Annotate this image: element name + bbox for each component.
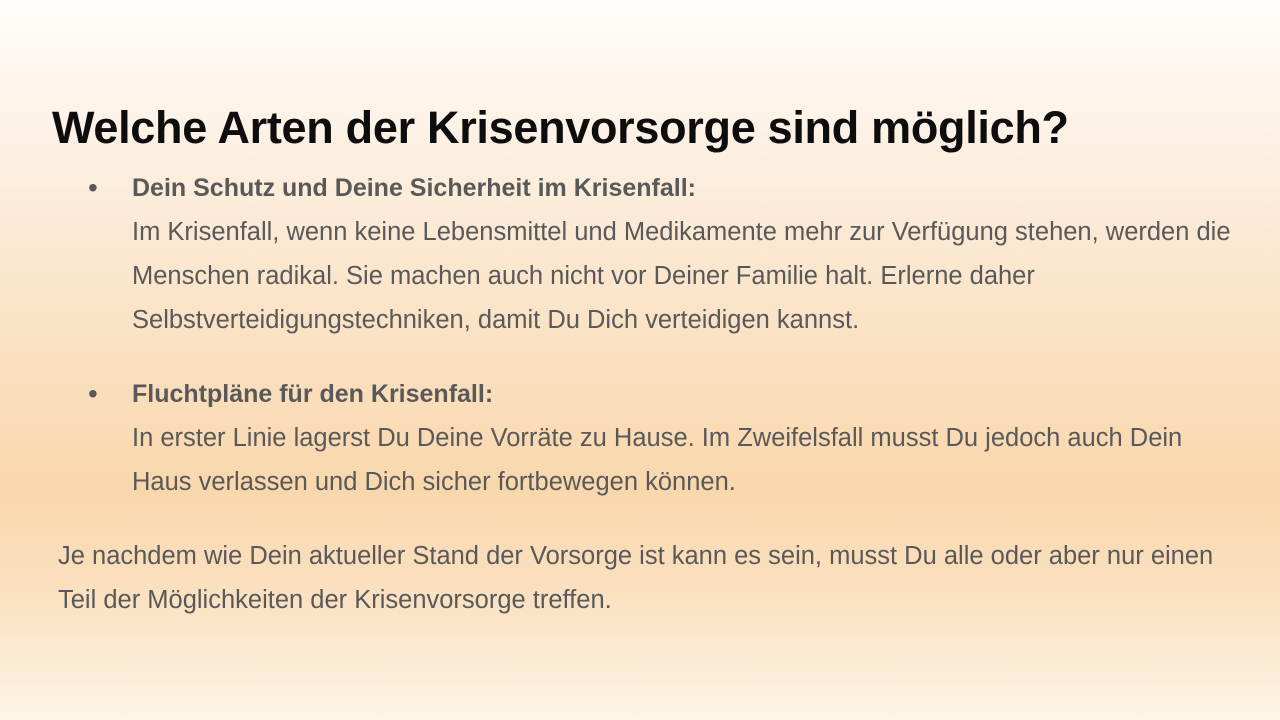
bullet-dot-icon: • <box>88 378 98 409</box>
bullet-list <box>52 166 1238 504</box>
list-item <box>52 166 1238 342</box>
bullet-heading: Dein Schutz und Deine Sicherheit im Krisenfall: <box>132 174 696 202</box>
bullet-text: Im Krisenfall, wenn keine Lebensmittel und Medikamente mehr zur Verfügung stehen, werden die Menschen radikal. Sie machen auch nicht vor Deiner Familie halt. Erlerne daher Selbstverteidigungstechniken, damit Du Dich verteidigen kannst. <box>132 218 1231 334</box>
bullet-heading: Fluchtpläne für den Krisenfall: <box>132 380 494 408</box>
slide-body <box>52 166 1238 648</box>
page-title: Welche Arten der Krisenvorsorge sind möglich? <box>52 102 1069 154</box>
list-item <box>52 372 1238 504</box>
bullet-text: In erster Linie lagerst Du Deine Vorräte zu Hause. Im Zweifelsfall musst Du jedoch auch Dein Haus verlassen und Dich sicher fortbewegen können. <box>132 424 1183 496</box>
closing-paragraph: Je nachdem wie Dein aktueller Stand der Vorsorge ist kann es sein, musst Du alle oder aber nur einen Teil der Möglichkeiten der Krisenvorsorge treffen. <box>58 542 1214 614</box>
bullet-dot-icon: • <box>88 172 98 203</box>
